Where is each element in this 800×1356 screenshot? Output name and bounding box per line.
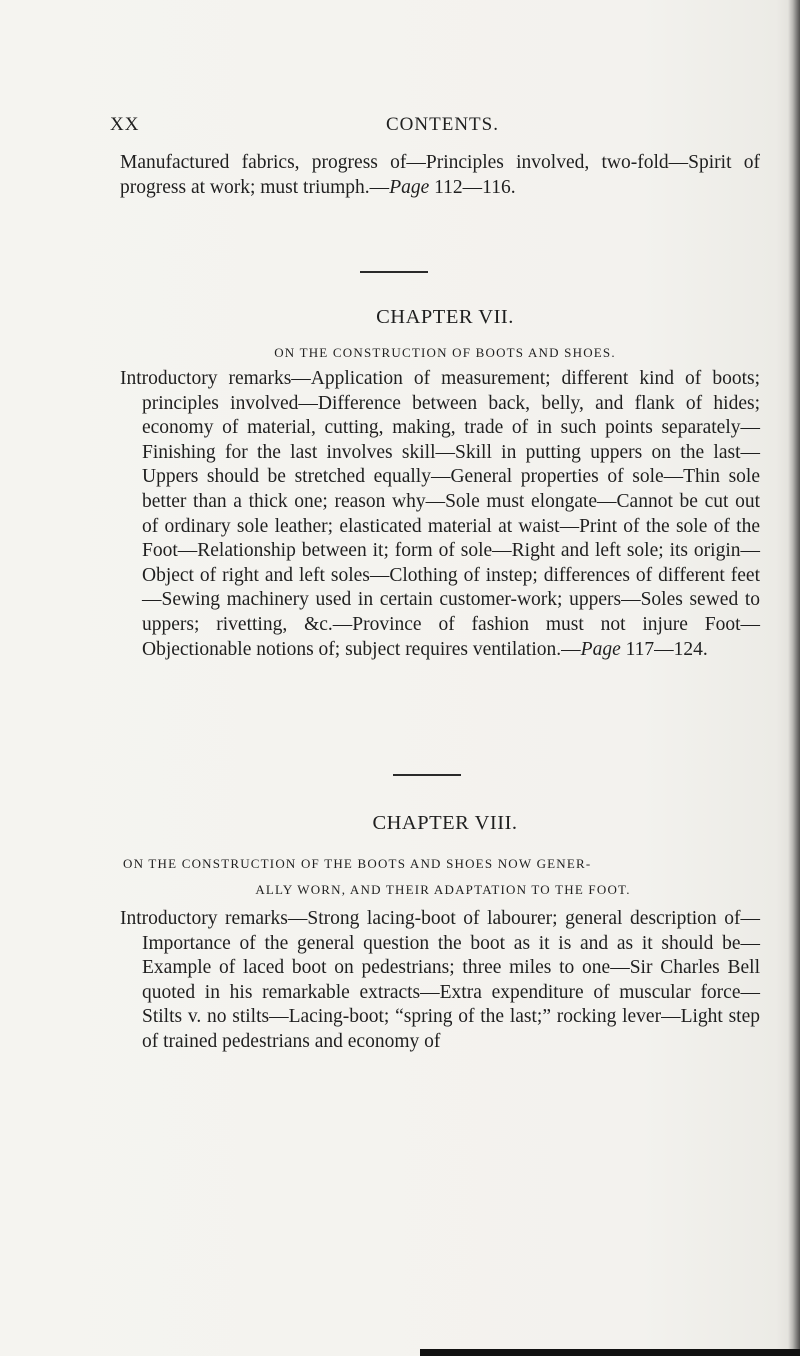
- chapter-8-heading: CHAPTER VIII.: [372, 812, 518, 834]
- chapter-7-heading: CHAPTER VII.: [376, 306, 514, 328]
- chapter-7-subtitle: ON THE CONSTRUCTION OF BOOTS AND SHOES.: [274, 345, 616, 360]
- chapter-7-page-label: Page: [580, 638, 621, 660]
- chapter-8-summary: [120, 907, 760, 1055]
- chapter-7-page-range: 117—124.: [625, 638, 708, 660]
- chapter-8-subtitle-line1: ON THE CONSTRUCTION OF THE BOOTS AND SHOES NOW GENER-: [123, 856, 592, 871]
- chapter-8-subtitle: [123, 851, 763, 903]
- chapter-7-summary-text: Introductory remarks—Application of measurement; different kind of boots; principles involved—Difference between back, belly, and flank of hides; economy of material, cutting, making, trade of in such points separately—Finishing for the last involves skill—Skill in putting uppers on the last—Uppers should be stretched equally—General properties of sole—Thin sole better than a thick one; reason why—Sole must elongate—Cannot be cut out of ordinary sole leather; elasticated material at waist—Print of the sole of the Foot—Relationship between it; form of sole—Right and left sole; its origin—Object of right and left soles—Clothing of instep; differences of different feet—Sewing machinery used in certain customer-work; uppers—Soles sewed to uppers; rivetting, &c.—Province of fashion must not injure Foot—Objectionable notions of; subject requires ventilation.—: [120, 368, 760, 660]
- section-divider: [393, 774, 461, 776]
- chapter-8-summary-text: Introductory remarks—Strong lacing-boot of labourer; general description of—Importance of the general question the boot as it is and as it should be—Example of laced boot on pedestrians; three miles to one—Sir Charles Bell quoted in his remarkable extracts—Extra expenditure of muscular force—Stilts v. no stilts—Lacing-boot; “spring of the last;” rocking lever—Light step of trained pedestrians and economy of: [120, 908, 760, 1052]
- chapter-7-summary: [120, 367, 760, 662]
- page-bottom-edge: [420, 1349, 800, 1356]
- section-tail-page-label: Page: [389, 176, 430, 198]
- chapter-8-subtitle-line2: ALLY WORN, AND THEIR ADAPTATION TO THE FOOT.: [255, 882, 631, 897]
- running-head: [110, 114, 765, 138]
- section-tail-paragraph: [120, 151, 760, 200]
- section-divider: [360, 271, 428, 273]
- page-edge-shadow: [788, 0, 800, 1356]
- running-head-title: CONTENTS.: [386, 114, 499, 135]
- section-tail-text: Manufactured fabrics, progress of—Principles involved, two-fold—Spirit of progress at work; must triumph.—: [120, 152, 760, 198]
- page-number: XX: [110, 114, 140, 135]
- section-tail-page-range: 112—116.: [434, 176, 516, 198]
